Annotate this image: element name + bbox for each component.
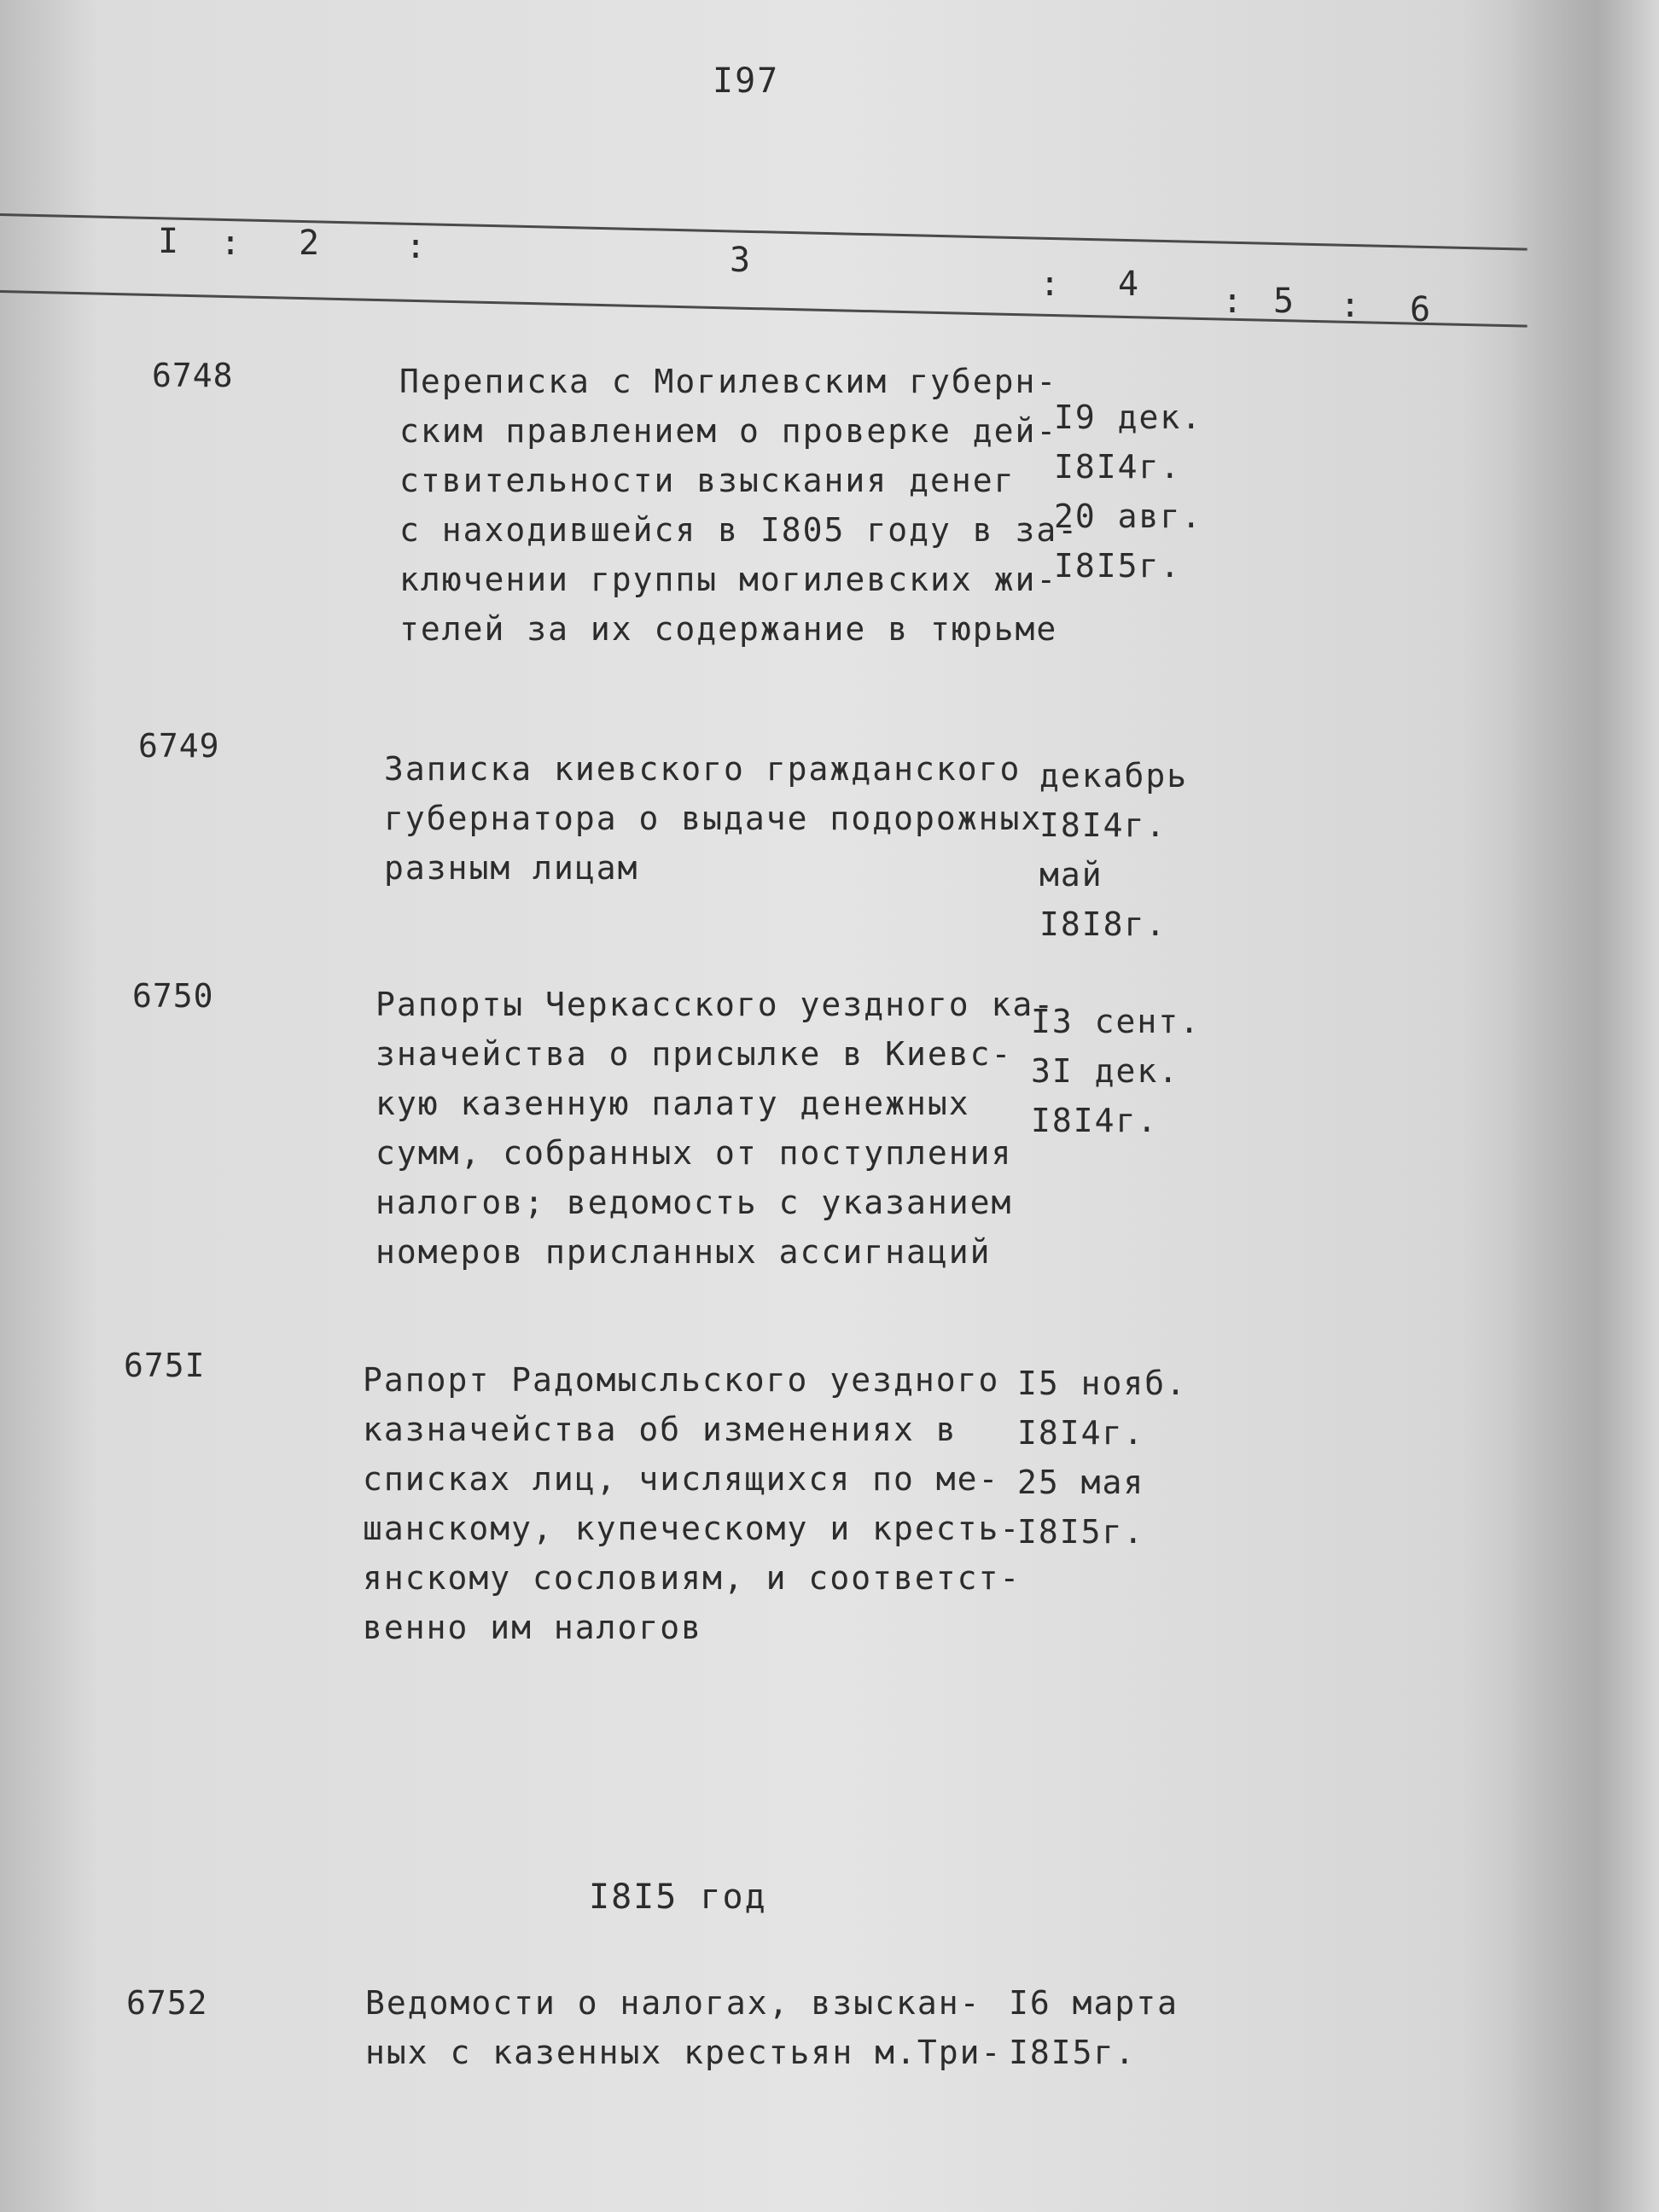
date-line: I8I4г.: [1039, 806, 1167, 844]
entry-description: [399, 357, 1079, 654]
description-line: ключении группы могилевских жи-: [399, 561, 1058, 598]
description-line: телей за их содержание в тюрьме: [399, 610, 1058, 648]
entry-dates: [1009, 1978, 1179, 2077]
description-line: Рапорты Черкасского уездного ка-: [375, 986, 1056, 1023]
page-edge-shadow: [1505, 0, 1659, 2212]
description-line: казначейства об изменениях в: [363, 1411, 958, 1448]
column-header-5: 5: [1273, 282, 1295, 321]
entry-dates: [1031, 997, 1201, 1145]
description-line: венно им налогов: [363, 1609, 703, 1646]
entry-dates: [1054, 393, 1202, 591]
entry-description: [363, 1355, 1021, 1652]
column-separator: :: [1039, 265, 1061, 304]
column-header-1: I: [158, 222, 179, 261]
date-line: I5 нояб.: [1017, 1365, 1188, 1402]
description-line: сумм, собранных от поступления: [375, 1134, 1013, 1172]
description-line: Ведомости о налогах, взыскан-: [365, 1984, 981, 2022]
description-line: шанскому, купеческому и кресть-: [363, 1510, 1022, 1547]
column-separator: :: [1340, 286, 1361, 325]
entry-description: [375, 980, 1055, 1277]
entry-number: 675I: [124, 1347, 206, 1384]
column-header-6: 6: [1410, 290, 1431, 329]
description-line: Рапорт Радомысльского уездного: [363, 1361, 1000, 1399]
entry-number: 6750: [132, 977, 214, 1015]
description-line: ных с казенных крестьян м.Три-: [365, 2034, 1003, 2071]
entry-number: 6749: [138, 727, 220, 765]
entry-description: [365, 1978, 1002, 2077]
entry-dates: [1017, 1359, 1187, 1557]
date-line: 25 мая: [1017, 1464, 1145, 1501]
entry-description: [384, 744, 1042, 893]
date-line: I3 сент.: [1031, 1003, 1202, 1040]
description-line: номеров присланных ассигнаций: [375, 1233, 992, 1271]
description-line: разным лицам: [384, 849, 639, 887]
date-line: I8I5г.: [1009, 2034, 1137, 2071]
description-line: значейства о присылке в Киевс-: [375, 1035, 1013, 1073]
column-separator: :: [1222, 282, 1243, 321]
description-line: с находившейся в I805 году в за-: [399, 511, 1080, 549]
description-line: кую казенную палату денежных: [375, 1085, 970, 1122]
date-line: I8I8г.: [1039, 905, 1167, 943]
description-line: губернатора о выдаче подорожных: [384, 800, 1043, 837]
description-line: Записка киевского гражданского: [384, 750, 1022, 788]
page-number: I97: [713, 61, 780, 101]
header-rule-bottom: [0, 290, 1528, 328]
column-header-4: 4: [1118, 265, 1139, 304]
column-header-3: 3: [730, 241, 751, 280]
year-heading: I8I5 год: [589, 1877, 767, 1917]
date-line: I8I4г.: [1031, 1102, 1159, 1139]
date-line: I8I5г.: [1017, 1513, 1145, 1551]
date-line: 20 авг.: [1054, 498, 1203, 535]
date-line: 3I дек.: [1031, 1052, 1180, 1090]
date-line: май: [1039, 856, 1103, 894]
entry-number: 6748: [152, 357, 234, 394]
description-line: янскому сословиям, и соответст-: [363, 1559, 1022, 1597]
description-line: налогов; ведомость с указанием: [375, 1184, 1013, 1221]
column-separator: :: [405, 227, 427, 266]
column-separator: :: [220, 224, 242, 263]
description-line: списках лиц, числящихся по ме-: [363, 1460, 1000, 1498]
entry-dates: [1039, 751, 1188, 949]
date-line: I8I4г.: [1054, 448, 1182, 486]
date-line: I6 марта: [1009, 1984, 1179, 2022]
date-line: I8I4г.: [1017, 1414, 1145, 1452]
date-line: I9 дек.: [1054, 399, 1203, 436]
date-line: I8I5г.: [1054, 547, 1182, 585]
column-header-2: 2: [299, 224, 320, 263]
description-line: ским правлением о проверке дей-: [399, 412, 1058, 450]
entry-number: 6752: [126, 1984, 208, 2022]
date-line: декабрь: [1039, 757, 1189, 795]
description-line: Переписка с Могилевским губерн-: [399, 363, 1058, 400]
description-line: ствительности взыскания денег: [399, 462, 1016, 499]
